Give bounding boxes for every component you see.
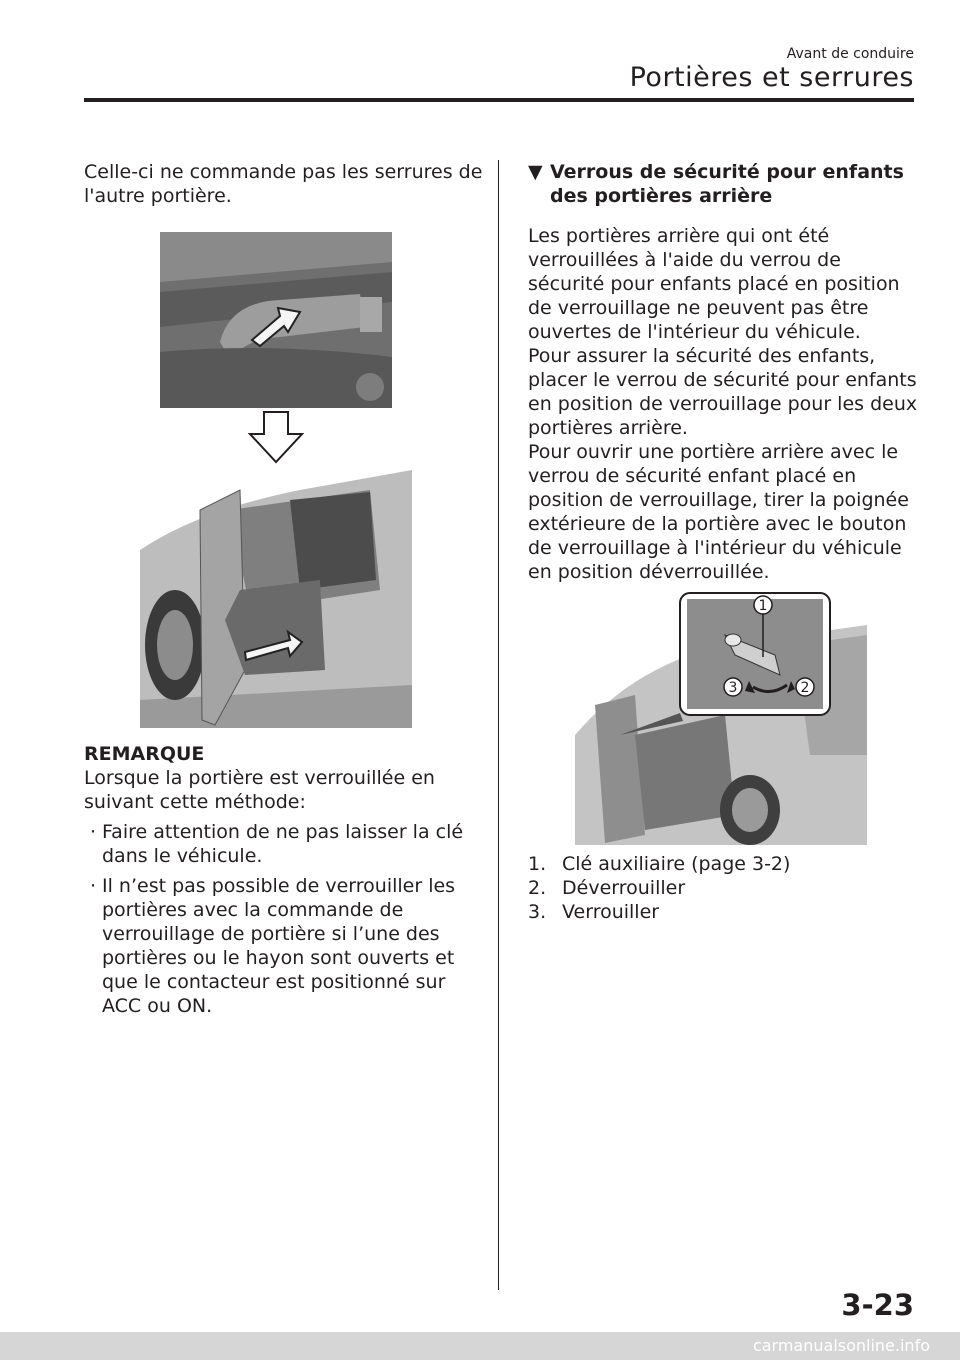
bullet-dot-icon: · xyxy=(90,875,97,897)
child-lock-paragraph: Pour ouvrir une portière arrière avec le verrou de sécurité enfant placé en position de verrouillage, tirer la poignée extérieure de la portière avec le bouton de verrouillage à l'intérieur du véhicule en position déverrouillée. xyxy=(528,441,909,583)
note-bullet-text: Il n’est pas possible de verrouiller les portières avec la commande de verrouillage de portière si l’une des portières ou le hayon sont ouverts et que le contacteur est positionné sur ACC ou ON. xyxy=(102,875,456,1017)
child-lock-paragraph: Les portières arrière qui ont été verrouillées à l'aide du verrou de sécurité pour enfants placé en position de verrouillage ne peuvent pas être ouvertes de l'intérieur du véhicule. xyxy=(528,225,900,343)
legend-number: 3. xyxy=(528,901,547,923)
open-door-photo xyxy=(140,470,412,728)
legend-number: 2. xyxy=(528,877,547,899)
page-number: 3-23 xyxy=(841,1288,914,1322)
legend-number: 1. xyxy=(528,853,547,875)
door-handle-photo xyxy=(160,232,392,408)
child-lock-paragraph: Pour assurer la sécurité des enfants, placer le verrou de sécurité pour enfants en position de verrouillage pour les deux portières arrière. xyxy=(528,345,918,439)
column-divider xyxy=(498,160,499,1290)
legend-item xyxy=(528,900,918,924)
note-bullet-text: Faire attention de ne pas laisser la clé dans le véhicule. xyxy=(102,821,464,867)
note-heading: REMARQUE xyxy=(84,743,205,765)
legend-list xyxy=(528,852,918,924)
legend-text: Déverrouiller xyxy=(562,877,686,899)
intro-paragraph: Celle-ci ne commande pas les serrures de l'autre portière. xyxy=(84,161,483,207)
down-arrow-icon xyxy=(248,410,304,466)
legend-item xyxy=(528,852,918,876)
watermark-text: carmanualsonline.info xyxy=(752,1336,930,1355)
header-rule xyxy=(84,98,914,102)
note-bullet xyxy=(84,874,484,1018)
child-lock-photo xyxy=(575,585,867,845)
header-section-label: Avant de conduire xyxy=(786,46,914,62)
callout-2: 2 xyxy=(800,680,810,696)
section-heading-text: Verrous de sécurité pour enfants des portières arrière xyxy=(550,161,904,207)
legend-text: Clé auxiliaire (page 3-2) xyxy=(562,853,791,875)
child-lock-text xyxy=(528,224,918,584)
note-block xyxy=(84,742,484,1018)
callout-1: 1 xyxy=(758,598,768,614)
triangle-marker-icon: ▼ xyxy=(528,161,543,183)
callout-3: 3 xyxy=(728,680,738,696)
note-intro: Lorsque la portière est verrouillée en suivant cette méthode: xyxy=(84,767,435,813)
legend-text: Verrouiller xyxy=(562,901,660,923)
bullet-dot-icon: · xyxy=(90,821,97,843)
section-heading xyxy=(528,160,918,208)
legend-item xyxy=(528,876,918,900)
note-bullet xyxy=(84,820,484,868)
page-title: Portières et serrures xyxy=(629,62,914,93)
